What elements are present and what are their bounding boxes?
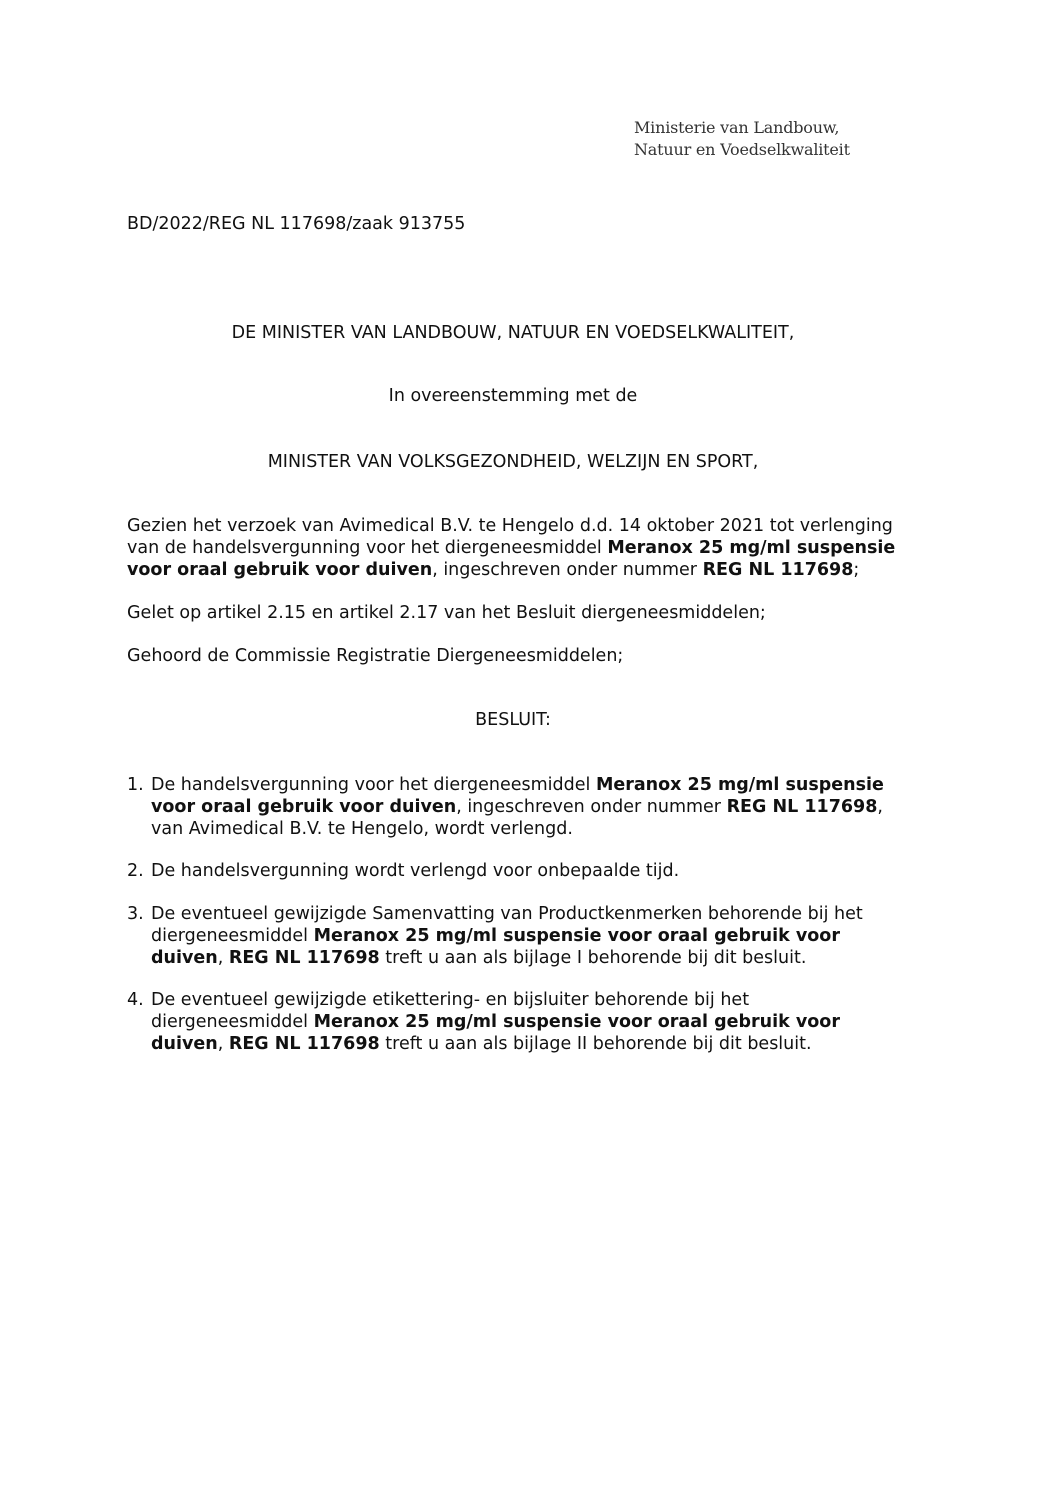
product-name-bold-cont: voor oraal gebruik voor duiven (127, 560, 433, 580)
consideration-gelet: Gelet op artikel 2.15 en artikel 2.17 van het Besluit diergeneesmiddelen; (127, 603, 766, 623)
ministry-name-line2: Natuur en Voedselkwaliteit (634, 140, 850, 159)
consideration-gezien (127, 515, 917, 581)
registration-number: REG NL 117698 (702, 560, 854, 580)
product-name-bold: Meranox 25 mg/ml suspensie voor oraal gebruik voor (313, 1012, 840, 1032)
document-title: DE MINISTER VAN LANDBOUW, NATUUR EN VOEDSELKWALITEIT, (231, 323, 795, 343)
ministry-logo-text (634, 117, 850, 161)
gezien-line-3 (127, 559, 917, 581)
product-name-bold-cont: duiven (151, 948, 218, 968)
concurrence-line: In overeenstemming met de (388, 386, 638, 406)
ministry-name-line1: Ministerie van Landbouw, (634, 118, 840, 137)
registration-number: REG NL 117698 (228, 948, 380, 968)
product-name-bold-cont: duiven (151, 1034, 218, 1054)
product-name-bold: Meranox 25 mg/ml suspensie voor oraal gebruik voor (313, 926, 840, 946)
decision-text: De handelsvergunning wordt verlengd voor onbepaalde tijd. (151, 861, 680, 881)
registration-number: REG NL 117698 (228, 1034, 380, 1054)
decision-item-4: 4. De eventueel gewijzigde etikettering- en bijsluiter behorende bij het diergeneesmiddel Meranox 25 mg/ml suspensie voor oraal gebruik voor duiven, REG NL 117698 treft u aan als bijlage II behorende bij dit besluit. (127, 990, 840, 1054)
gezien-line-2-text: van de handelsvergunning voor het diergeneesmiddel (127, 538, 608, 558)
decision-number: 4. (127, 990, 144, 1010)
decision-number: 2. (127, 861, 144, 881)
decision-item-1: 1. De handelsvergunning voor het diergeneesmiddel Meranox 25 mg/ml suspensie voor oraal gebruik voor duiven, ingeschreven onder nummer REG NL 117698, van Avimedical B.V. te Hengelo, wordt verlengd. (127, 775, 884, 839)
registration-number: REG NL 117698 (726, 797, 878, 817)
reference-number: BD/2022/REG NL 117698/zaak 913755 (127, 214, 466, 234)
gezien-line-2 (127, 537, 917, 559)
decision-heading: BESLUIT: (475, 710, 551, 730)
gezien-line-3-end: ; (853, 560, 860, 580)
consideration-gehoord: Gehoord de Commissie Registratie Diergeneesmiddelen; (127, 646, 624, 666)
product-name-bold-cont: voor oraal gebruik voor duiven (151, 797, 457, 817)
second-minister: MINISTER VAN VOLKSGEZONDHEID, WELZIJN EN SPORT, (267, 452, 759, 472)
gezien-line-1: Gezien het verzoek van Avimedical B.V. te Hengelo d.d. 14 oktober 2021 tot verlenging (127, 516, 893, 536)
product-name-bold: Meranox 25 mg/ml suspensie (595, 775, 884, 795)
gezien-line-3-text: , ingeschreven onder nummer (432, 560, 703, 580)
product-name-bold: Meranox 25 mg/ml suspensie (607, 538, 896, 558)
decision-number: 3. (127, 904, 144, 924)
decision-item-3: 3. De eventueel gewijzigde Samenvatting van Productkenmerken behorende bij het diergeneesmiddel Meranox 25 mg/ml suspensie voor oraal gebruik voor duiven, REG NL 117698 treft u aan als bijlage I behorende bij dit besluit. (127, 904, 863, 968)
decision-item-2 (127, 860, 927, 882)
decision-number: 1. (127, 775, 144, 795)
